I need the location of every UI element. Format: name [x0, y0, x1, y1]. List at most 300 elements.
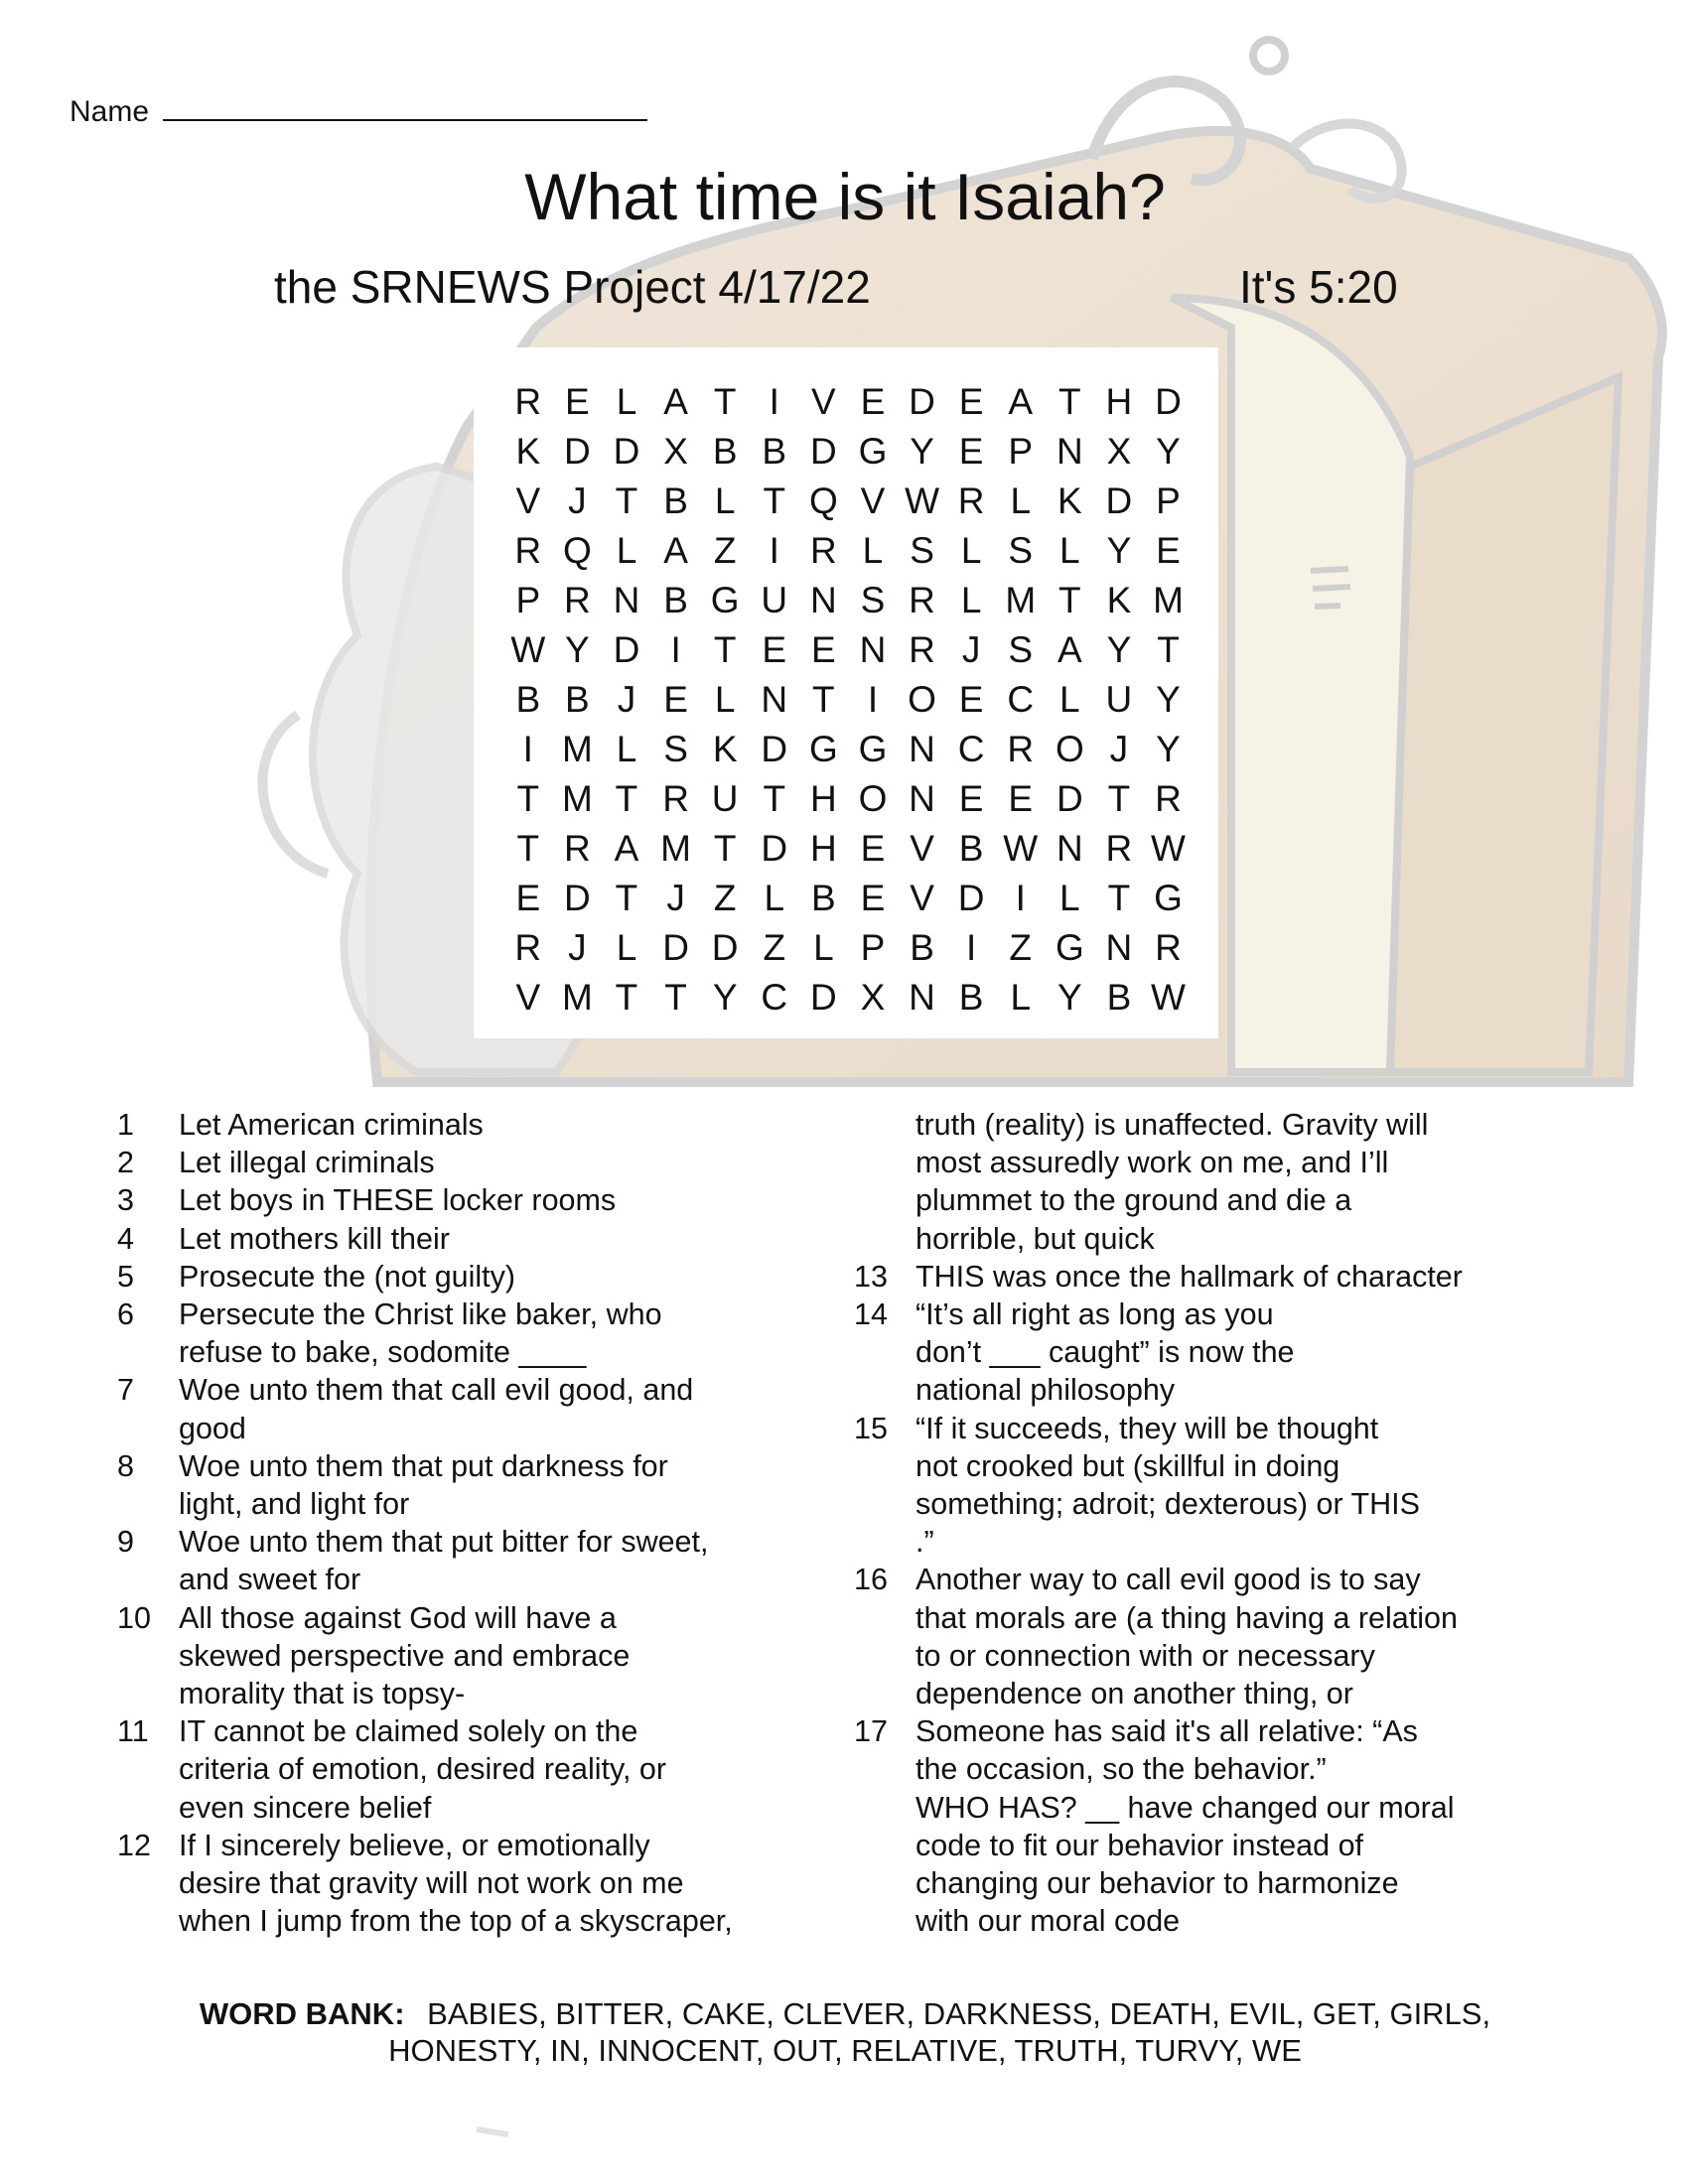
- clue-number: [854, 1220, 915, 1258]
- clue-line: [854, 1599, 1549, 1637]
- grid-letter: B: [663, 480, 688, 521]
- grid-letter: L: [1059, 530, 1080, 571]
- grid-letter: T: [763, 778, 786, 819]
- grid-letter: V: [860, 480, 886, 521]
- word-search-grid: [503, 377, 1193, 1023]
- clue-text: Woe unto them that put bitter for sweet,: [179, 1525, 709, 1560]
- grid-letter: D: [761, 828, 788, 869]
- grid-letter: D: [1155, 381, 1182, 422]
- clue-line: [117, 1106, 792, 1144]
- clue-number: 8: [117, 1448, 134, 1483]
- clock-top-knob: [1253, 40, 1285, 71]
- grid-letter: D: [809, 977, 837, 1018]
- clue-line: [117, 1789, 792, 1827]
- grid-letter: E: [860, 381, 886, 422]
- clue-number: 10: [117, 1600, 151, 1635]
- clue-text: the occasion, so the behavior.”: [915, 1752, 1327, 1787]
- grid-letter: Q: [563, 530, 592, 571]
- grid-letter: J: [666, 878, 685, 918]
- grid-letter: Y: [1056, 977, 1082, 1018]
- grid-letter: Z: [1009, 927, 1033, 968]
- grid-letter: L: [616, 530, 637, 571]
- clue-line: [117, 1144, 792, 1181]
- clue-line: [854, 1106, 1549, 1144]
- grid-letter: Z: [713, 530, 737, 571]
- clue-line: [117, 1750, 792, 1788]
- grid-letter: P: [1008, 431, 1034, 472]
- grid-letter: M: [1153, 580, 1184, 620]
- grid-letter: T: [664, 977, 687, 1018]
- grid-letter: R: [514, 927, 542, 968]
- grid-letter: Y: [565, 629, 590, 670]
- clue-line: [117, 1333, 792, 1371]
- grid-letter: L: [862, 530, 884, 571]
- grid-letter: J: [961, 629, 981, 670]
- clue-number: [854, 1750, 915, 1788]
- clue-line: [854, 1371, 1549, 1409]
- grid-letter: V: [910, 878, 934, 918]
- grid-letter: V: [910, 828, 934, 869]
- grid-letter: T: [713, 381, 737, 422]
- grid-letter: S: [1008, 530, 1034, 571]
- clue-text: Prosecute the (not guilty): [179, 1259, 516, 1294]
- clue-list-right: [854, 1106, 1549, 1940]
- word-bank-label: WORD BANK:: [199, 1996, 405, 2031]
- clue-line: [854, 1333, 1549, 1371]
- clue-line: [117, 1827, 792, 1864]
- grid-letter: N: [761, 679, 788, 720]
- clue-number: [854, 1181, 915, 1219]
- grid-letter: I: [867, 679, 879, 720]
- grid-letter: T: [1157, 629, 1180, 670]
- grid-letter: Z: [763, 927, 786, 968]
- clue-text: .”: [915, 1525, 934, 1560]
- grid-letter: H: [809, 828, 837, 869]
- grid-letter: U: [1105, 679, 1133, 720]
- grid-letter: E: [1156, 530, 1181, 571]
- grid-letter: B: [910, 927, 934, 968]
- clue-number: [117, 1675, 179, 1712]
- clue-line: [854, 1523, 1549, 1561]
- grid-letter: R: [514, 381, 542, 422]
- clue-number: [117, 1333, 179, 1371]
- grid-letter: T: [812, 679, 835, 720]
- grid-letter: X: [663, 431, 688, 472]
- clue-line: [854, 1447, 1549, 1485]
- clue-text: morality that is topsy-: [179, 1677, 466, 1711]
- grid-letter: L: [616, 927, 637, 968]
- grid-letter: S: [663, 729, 688, 769]
- grid-letter: N: [909, 729, 935, 769]
- grid-letter: L: [1010, 977, 1032, 1018]
- clue-number: [854, 1144, 915, 1181]
- page-title: What time is it Isaiah?: [524, 160, 1166, 233]
- clue-text: skewed perspective and embrace: [179, 1638, 631, 1673]
- grid-letter: T: [763, 480, 786, 521]
- clue-text: not crooked but (skillful in doing: [915, 1448, 1340, 1483]
- grid-letter: T: [615, 778, 638, 819]
- grid-letter: B: [565, 679, 590, 720]
- clue-line: [854, 1902, 1549, 1940]
- grid-letter: A: [663, 381, 688, 422]
- grid-letter: Z: [713, 878, 737, 918]
- grid-letter: Y: [1106, 629, 1132, 670]
- grid-letter: T: [1107, 778, 1131, 819]
- grid-letter: P: [515, 580, 541, 620]
- clue-text: something; adroit; dexterous) or THIS: [915, 1487, 1421, 1522]
- clue-number: 15: [854, 1411, 888, 1445]
- grid-letter: W: [905, 480, 940, 521]
- clock-right-frame: [1390, 377, 1619, 1072]
- time-text: It's 5:20: [1239, 261, 1398, 313]
- grid-letter: H: [809, 778, 837, 819]
- grid-letter: I: [1015, 878, 1026, 918]
- grid-letter: E: [958, 778, 984, 819]
- clue-line: [854, 1258, 1549, 1296]
- clue-text: Let mothers kill their: [179, 1221, 450, 1256]
- clue-text: that morals are (a thing having a relation: [915, 1600, 1458, 1635]
- grid-letter: M: [561, 778, 593, 819]
- grid-letter: W: [1151, 977, 1186, 1018]
- grid-letter: K: [515, 431, 541, 472]
- grid-letter: R: [909, 580, 935, 620]
- grid-letter: R: [662, 778, 689, 819]
- clue-number: [854, 1637, 915, 1675]
- grid-letter: E: [762, 629, 787, 670]
- grid-letter: Y: [1156, 729, 1181, 769]
- clue-number: 1: [117, 1108, 134, 1142]
- grid-letter: B: [762, 431, 787, 472]
- grid-letter: T: [615, 480, 638, 521]
- clue-text: “It’s all right as long as you: [915, 1297, 1274, 1332]
- grid-letter: T: [1107, 878, 1131, 918]
- clue-12-continued-text: horrible, but quick: [915, 1221, 1155, 1256]
- clue-text: THIS was once the hallmark of character: [915, 1259, 1463, 1294]
- grid-letter: X: [860, 977, 886, 1018]
- clue-line: [854, 1789, 1549, 1827]
- clue-line: [854, 1485, 1549, 1523]
- clue-text: don’t ___ caught” is now the: [915, 1335, 1295, 1370]
- clue-number: 7: [117, 1373, 134, 1408]
- clue-line: [854, 1561, 1549, 1598]
- grid-letter: N: [909, 977, 935, 1018]
- grid-letter: G: [710, 580, 740, 620]
- grid-letter: C: [761, 977, 788, 1018]
- grid-letter: U: [761, 580, 788, 620]
- clue-text: national philosophy: [915, 1373, 1176, 1408]
- clue-number: [117, 1750, 179, 1788]
- grid-letter: N: [809, 580, 837, 620]
- clue-number: [117, 1485, 179, 1523]
- clue-number: 16: [854, 1563, 888, 1597]
- grid-letter: G: [858, 729, 888, 769]
- clue-line: [854, 1181, 1549, 1219]
- grid-letter: Y: [1156, 431, 1181, 472]
- grid-letter: N: [909, 778, 935, 819]
- clue-list-left: [117, 1106, 792, 1940]
- word-bank-words-2: HONESTY, IN, INNOCENT, OUT, RELATIVE, TRUTH, TURVY, WE: [388, 2033, 1302, 2068]
- grid-letter: M: [1005, 580, 1037, 620]
- clue-line: [117, 1220, 792, 1258]
- grid-letter: D: [909, 381, 935, 422]
- grid-letter: D: [809, 431, 837, 472]
- clue-line: [854, 1864, 1549, 1902]
- clue-line: [854, 1750, 1549, 1788]
- clue-line: [117, 1599, 792, 1637]
- clue-text: WHO HAS? __ have changed our moral: [915, 1790, 1455, 1825]
- grid-letter: E: [958, 679, 984, 720]
- grid-letter: I: [769, 530, 779, 571]
- grid-letter: V: [515, 480, 541, 521]
- grid-letter: G: [1055, 927, 1084, 968]
- grid-letter: A: [1056, 629, 1082, 670]
- grid-letter: R: [1155, 778, 1182, 819]
- grid-letter: M: [561, 729, 593, 769]
- grid-letter: E: [565, 381, 590, 422]
- name-field[interactable]: [70, 89, 647, 129]
- clue-line: [117, 1181, 792, 1219]
- clue-number: 17: [854, 1714, 888, 1749]
- grid-letter: D: [662, 927, 689, 968]
- grid-letter: D: [1105, 480, 1133, 521]
- clue-line: [854, 1220, 1549, 1258]
- grid-letter: A: [614, 828, 639, 869]
- clue-number: [854, 1864, 915, 1902]
- grid-letter: R: [957, 480, 985, 521]
- grid-letter: L: [1059, 679, 1080, 720]
- grid-letter: I: [522, 729, 533, 769]
- grid-letter: J: [617, 679, 636, 720]
- grid-letter: B: [663, 580, 688, 620]
- grid-letter: U: [711, 778, 739, 819]
- grid-letter: R: [1155, 927, 1182, 968]
- clue-line: [854, 1675, 1549, 1712]
- clue-line: [854, 1637, 1549, 1675]
- grid-letter: T: [713, 629, 737, 670]
- clue-line: [117, 1864, 792, 1902]
- grid-letter: S: [1008, 629, 1034, 670]
- clue-text: If I sincerely believe, or emotionally: [179, 1828, 650, 1862]
- grid-letter: S: [910, 530, 934, 571]
- grid-letter: L: [616, 381, 637, 422]
- grid-letter: R: [564, 828, 591, 869]
- grid-letter: Y: [1156, 679, 1181, 720]
- clue-line: [117, 1902, 792, 1940]
- grid-letter: E: [515, 878, 541, 918]
- grid-letter: E: [811, 629, 836, 670]
- clue-12-continued-text: truth (reality) is unaffected. Gravity will: [915, 1108, 1429, 1142]
- grid-letter: L: [714, 480, 736, 521]
- clue-number: 2: [117, 1146, 134, 1180]
- clue-line: [117, 1258, 792, 1296]
- grid-letter: D: [613, 629, 640, 670]
- grid-letter: L: [1059, 878, 1080, 918]
- grid-letter: I: [769, 381, 779, 422]
- grid-letter: D: [711, 927, 739, 968]
- grid-letter: C: [957, 729, 985, 769]
- grid-letter: B: [958, 828, 984, 869]
- grid-letter: D: [564, 878, 591, 918]
- grid-letter: N: [1056, 431, 1083, 472]
- clue-number: [117, 1561, 179, 1598]
- name-label: Name: [70, 95, 150, 128]
- clue-text: with our moral code: [915, 1904, 1181, 1939]
- grid-letter: R: [564, 580, 591, 620]
- name-blank-line[interactable]: [163, 89, 647, 121]
- clue-text: Someone has said it's all relative: “As: [915, 1714, 1418, 1749]
- grid-letter: B: [1106, 977, 1132, 1018]
- clue-number: 5: [117, 1259, 134, 1294]
- grid-letter: B: [811, 878, 836, 918]
- word-bank-words-1: BABIES, BITTER, CAKE, CLEVER, DARKNESS, DEATH, EVIL, GET, GIRLS,: [427, 1996, 1491, 2031]
- clue-number: 4: [117, 1221, 134, 1256]
- grid-letter: A: [663, 530, 688, 571]
- grid-letter: E: [958, 381, 984, 422]
- grid-letter: X: [1106, 431, 1132, 472]
- clue-line: [117, 1447, 792, 1485]
- lower-stroke: [477, 2129, 508, 2134]
- clue-number: [854, 1447, 915, 1485]
- grid-letter: E: [860, 828, 886, 869]
- clue-line: [854, 1410, 1549, 1447]
- grid-letter: K: [1106, 580, 1132, 620]
- grid-letter: R: [1007, 729, 1035, 769]
- clue-line: [854, 1712, 1549, 1750]
- clue-number: 9: [117, 1525, 134, 1560]
- clue-number: [854, 1827, 915, 1864]
- grid-letter: T: [1058, 580, 1081, 620]
- clue-line: [854, 1144, 1549, 1181]
- clue-line: [117, 1523, 792, 1561]
- grid-letter: K: [1056, 480, 1082, 521]
- grid-letter: G: [808, 729, 838, 769]
- grid-letter: T: [615, 878, 638, 918]
- clue-text: Woe unto them that call evil good, and: [179, 1373, 694, 1408]
- clue-text: code to fit our behavior instead of: [915, 1828, 1364, 1862]
- grid-letter: E: [663, 679, 688, 720]
- grid-letter: I: [966, 927, 977, 968]
- clue-line: [117, 1410, 792, 1447]
- clue-text: refuse to bake, sodomite ____: [179, 1335, 587, 1370]
- grid-letter: N: [859, 629, 887, 670]
- grid-letter: O: [908, 679, 936, 720]
- grid-letter: W: [1003, 828, 1039, 869]
- clue-text: Woe unto them that put darkness for: [179, 1448, 668, 1483]
- grid-letter: E: [1008, 778, 1034, 819]
- grid-letter: N: [1056, 828, 1083, 869]
- word-bank: [99, 1995, 1591, 2069]
- clue-number: 12: [117, 1828, 151, 1862]
- grid-letter: V: [515, 977, 541, 1018]
- page-subtitle: the SRNEWS Project 4/17/22: [274, 261, 871, 313]
- grid-letter: P: [860, 927, 886, 968]
- clue-line: [854, 1827, 1549, 1864]
- clue-number: [854, 1371, 915, 1409]
- clue-line: [117, 1296, 792, 1333]
- clue-line: [117, 1485, 792, 1523]
- clue-line: [117, 1371, 792, 1409]
- clue-text: “If it succeeds, they will be thought: [915, 1411, 1379, 1445]
- clue-text: and sweet for: [179, 1563, 361, 1597]
- grid-letter: N: [1105, 927, 1133, 968]
- clue-text: Persecute the Christ like baker, who: [179, 1297, 662, 1332]
- grid-letter: L: [960, 580, 982, 620]
- grid-letter: E: [958, 431, 984, 472]
- grid-letter: R: [809, 530, 837, 571]
- clue-text: desire that gravity will not work on me: [179, 1866, 684, 1901]
- clue-number: [854, 1675, 915, 1712]
- clue-text: light, and light for: [179, 1487, 410, 1522]
- clue-text: changing our behavior to harmonize: [915, 1866, 1399, 1901]
- grid-letter: L: [1010, 480, 1032, 521]
- clue-line: [117, 1712, 792, 1750]
- grid-letter: D: [564, 431, 591, 472]
- grid-letter: Y: [712, 977, 738, 1018]
- grid-letter: O: [1055, 729, 1084, 769]
- grid-letter: B: [712, 431, 738, 472]
- clue-text: Another way to call evil good is to say: [915, 1563, 1421, 1597]
- clue-text: All those against God will have a: [179, 1600, 617, 1635]
- grid-letter: Y: [1106, 530, 1132, 571]
- grid-letter: T: [516, 778, 540, 819]
- grid-letter: J: [568, 480, 587, 521]
- grid-letter: A: [1008, 381, 1034, 422]
- grid-letter: P: [1156, 480, 1181, 521]
- clue-number: [117, 1410, 179, 1447]
- grid-letter: D: [957, 878, 985, 918]
- grid-letter: K: [712, 729, 738, 769]
- grid-letter: L: [714, 679, 736, 720]
- grid-letter: J: [568, 927, 587, 968]
- clue-number: 11: [117, 1714, 149, 1749]
- grid-letter: J: [1109, 729, 1129, 769]
- grid-letter: D: [1056, 778, 1083, 819]
- grid-letter: L: [813, 927, 834, 968]
- clue-line: [117, 1561, 792, 1598]
- grid-letter: R: [1105, 828, 1133, 869]
- clue-text: Let illegal criminals: [179, 1146, 435, 1180]
- clue-text: good: [179, 1411, 246, 1445]
- grid-letter: I: [670, 629, 681, 670]
- grid-letter: L: [960, 530, 982, 571]
- clue-text: when I jump from the top of a skyscraper,: [179, 1904, 733, 1939]
- clue-text: to or connection with or necessary: [915, 1638, 1375, 1673]
- grid-letter: W: [510, 629, 546, 670]
- clue-number: [117, 1902, 179, 1940]
- clue-number: 13: [854, 1259, 888, 1294]
- clue-number: [854, 1599, 915, 1637]
- clue-line: [117, 1637, 792, 1675]
- clue-text: IT cannot be claimed solely on the: [179, 1714, 638, 1749]
- grid-letter: E: [860, 878, 886, 918]
- grid-letter: D: [613, 431, 640, 472]
- grid-letter: L: [616, 729, 637, 769]
- clue-12-continued-text: most assuredly work on me, and I’ll: [915, 1146, 1389, 1180]
- clue-12-continued-text: plummet to the ground and die a: [915, 1183, 1352, 1218]
- clue-number: [117, 1637, 179, 1675]
- grid-letter: T: [516, 828, 540, 869]
- clue-number: 14: [854, 1297, 888, 1332]
- grid-letter: T: [1058, 381, 1081, 422]
- grid-letter: M: [660, 828, 691, 869]
- grid-letter: M: [561, 977, 593, 1018]
- clue-line: [117, 1675, 792, 1712]
- grid-letter: H: [1105, 381, 1133, 422]
- grid-letter: G: [858, 431, 888, 472]
- grid-letter: V: [811, 381, 836, 422]
- clue-number: [117, 1864, 179, 1902]
- grid-letter: L: [764, 878, 785, 918]
